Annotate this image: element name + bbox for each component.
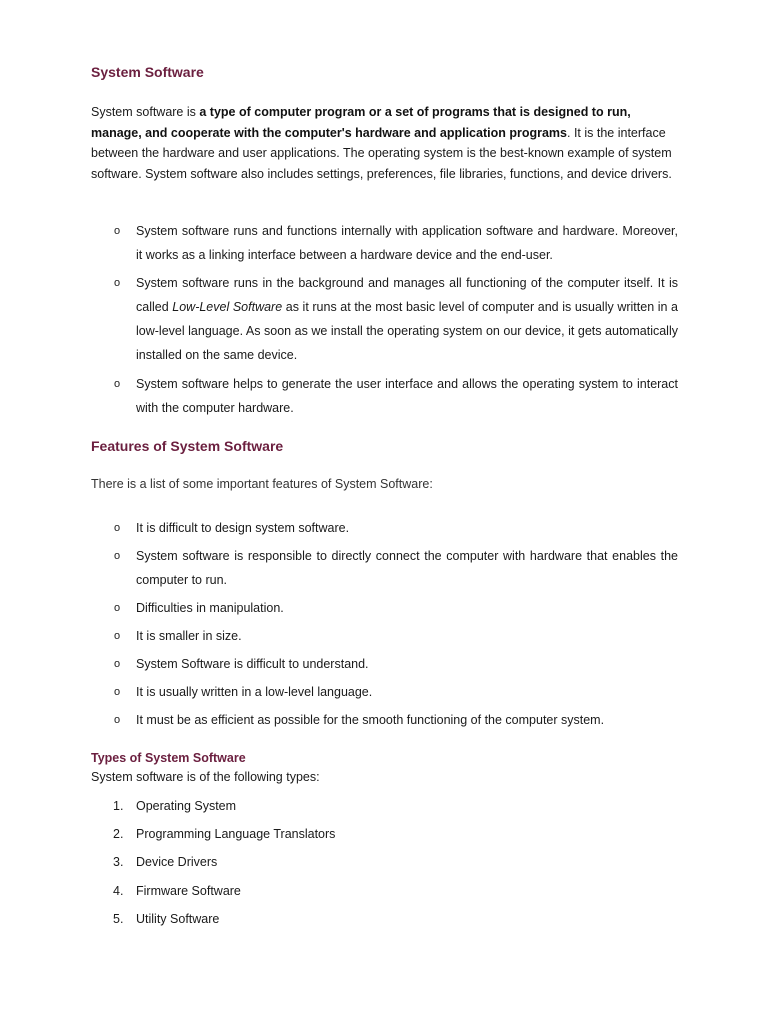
paragraph-lead: System software is [91,105,200,119]
list-item [91,544,678,592]
bullet-marker: o [114,658,121,670]
list-item-text: System software helps to generate the user interface and allows the operating system to interact with the computer hardware. [136,377,678,415]
types-numbered-list [91,792,678,933]
list-item [91,652,678,676]
types-intro: System software is of the following types: [91,770,320,784]
list-item-text: It is difficult to design system software. [136,521,350,535]
list-item-text: Device Drivers [136,855,218,870]
number-marker: 1. [113,799,124,813]
list-item-text: System software is responsible to directly connect the computer with hardware that enables the computer to run. [136,549,678,587]
number-marker: 2. [113,827,124,842]
list-item-text: System software runs in the background and manages all functioning of the computer itself. It is called [136,276,678,314]
list-item [91,708,678,732]
bullet-marker: o [114,277,121,289]
bullet-marker: o [114,602,121,614]
paragraph-rest: . It is the interface between the hardware and user applications. The operating system is the best-known example of system software. System software also includes settings, preferences, file libraries, functions, and device drivers. [91,125,672,181]
list-item-text: Firmware Software [136,883,241,898]
list-item [91,820,678,848]
list-item [91,624,678,648]
list-item [91,596,678,620]
low-level-software-term: Low-Level Software [172,300,283,314]
features-intro: There is a list of some important features of System Software: [91,477,433,491]
bullet-marker: o [114,225,121,237]
system-software-bullet-list [91,219,678,420]
number-marker: 5. [113,911,124,926]
list-item-text: as it runs at the most basic level of computer and is usually written in a low-level language. As soon as we install the operating system on our device, it gets automatically installed on the same device. [136,300,679,362]
list-item-text: System Software is difficult to understand. [136,657,369,671]
list-item-text: It is smaller in size. [136,629,242,643]
list-item-text: System software runs and functions internally with application software and hardware. Moreover, it works as a linking interface between a hardware device and the end-user. [136,224,678,262]
bullet-marker: o [114,378,121,390]
bullet-marker: o [114,522,121,534]
list-item-text: It must be as efficient as possible for the smooth functioning of the computer system. [136,713,605,727]
heading-types: Types of System Software [91,751,246,765]
heading-system-software: System Software [91,64,204,80]
heading-features: Features of System Software [91,438,284,454]
list-item [91,680,678,704]
bullet-marker: o [114,686,121,698]
number-marker: 4. [113,883,124,898]
list-item [91,792,678,820]
bullet-marker: o [114,714,121,726]
list-item-text: It is usually written in a low-level language. [136,685,373,699]
bullet-marker: o [114,550,121,562]
features-bullet-list [91,516,678,732]
system-software-paragraph [91,102,678,184]
list-item-text: Operating System [136,799,237,813]
bullet-marker: o [114,630,121,642]
paragraph-bold-definition: a type of computer program or a set of programs that is designed to run, manage, and cooperate with the computer's hardware and application programs [91,105,631,140]
list-item [91,271,678,367]
list-item-text: Utility Software [136,911,220,926]
list-item [91,219,678,267]
list-item [91,905,678,933]
number-marker: 3. [113,855,124,870]
list-item [91,877,678,905]
list-item-text: Difficulties in manipulation. [136,601,284,615]
list-item-text: Programming Language Translators [136,827,336,842]
list-item [91,516,678,540]
list-item [91,848,678,876]
list-item [91,372,678,420]
